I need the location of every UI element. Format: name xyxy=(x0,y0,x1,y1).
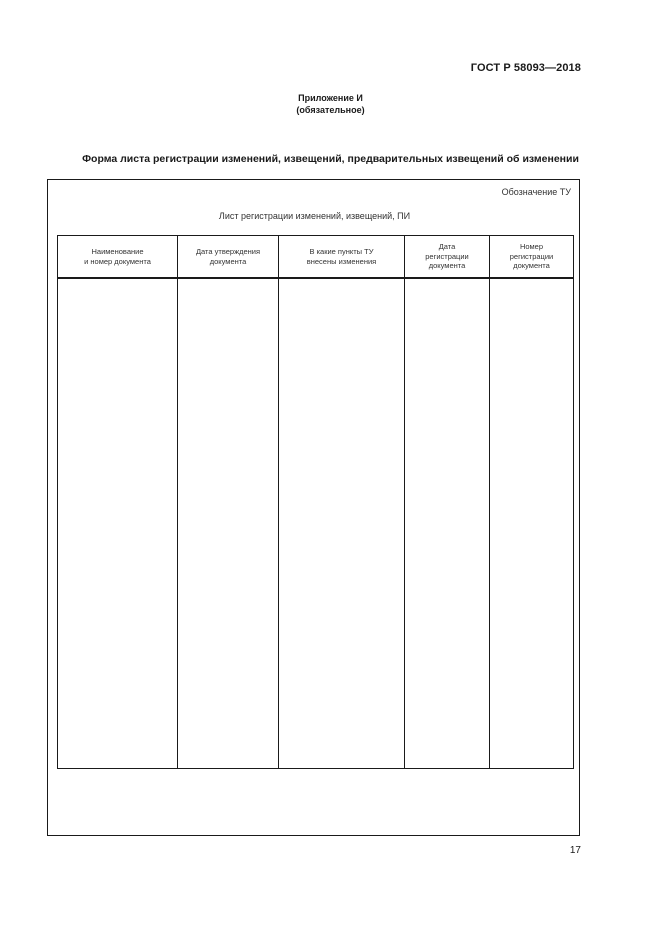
table-header-row xyxy=(58,236,573,279)
column-header-registration-number: Номер регистрации документа xyxy=(509,242,554,271)
table-cell-registration-number xyxy=(490,279,573,768)
table-cell-registration-date xyxy=(405,279,490,768)
column-header-document-name: Наименование и номер документа xyxy=(58,236,178,277)
sheet-title: Лист регистрации изменений, извещений, ПИ xyxy=(218,211,411,221)
form-frame xyxy=(47,179,580,836)
annex-heading xyxy=(0,92,661,116)
form-title: Форма листа регистрации изменений, извещений, предварительных извещений об изменении xyxy=(82,153,579,165)
registration-table xyxy=(57,235,574,769)
column-header-changed-clauses: В какие пункты ТУ внесены изменения xyxy=(279,236,405,277)
column-header-registration-date: Дата регистрации документа xyxy=(405,236,490,277)
tu-designation-label: Обозначение ТУ xyxy=(501,187,571,197)
table-cell-approval-date xyxy=(178,279,279,768)
column-header-approval-date: Дата утверждения документа xyxy=(178,236,279,277)
annex-title: Приложение И xyxy=(298,93,363,103)
table-cell-changed-clauses xyxy=(279,279,405,768)
page-number: 17 xyxy=(569,845,581,856)
document-code: ГОСТ Р 58093—2018 xyxy=(470,62,581,74)
table-body xyxy=(58,279,573,768)
table-cell-document-name xyxy=(58,279,178,768)
annex-status: (обязательное) xyxy=(296,105,365,115)
